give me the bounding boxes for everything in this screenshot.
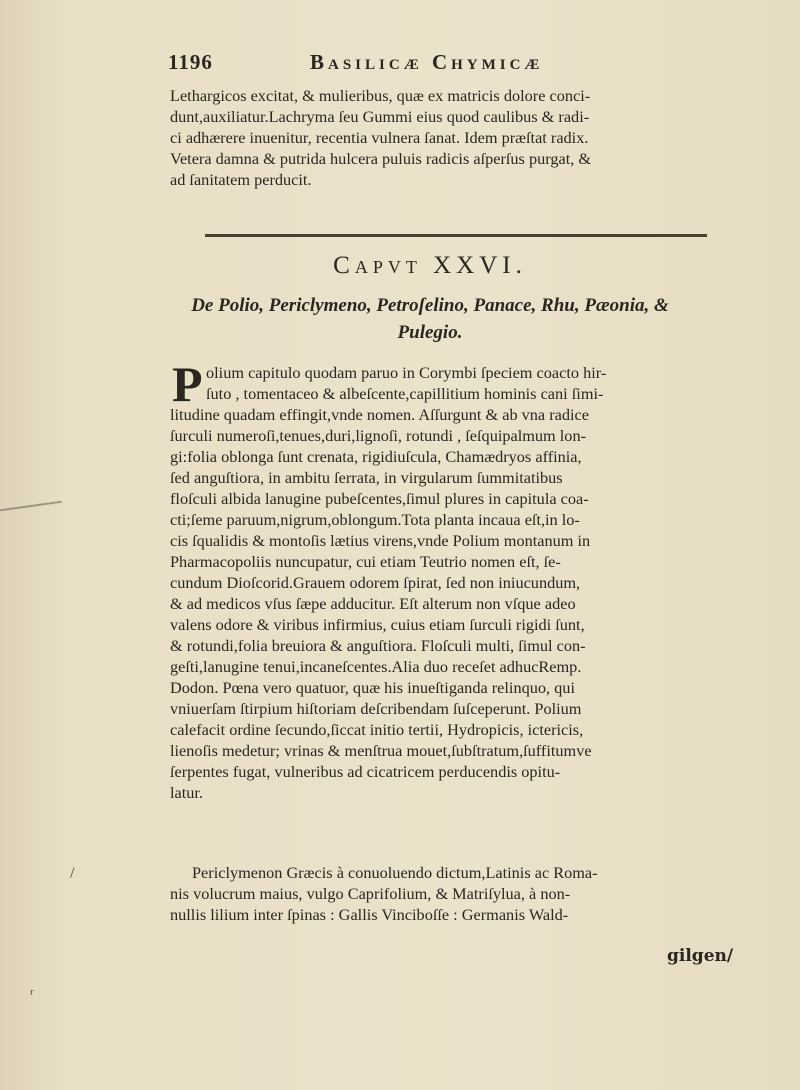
chapter-title: Capvt XXVI. bbox=[333, 252, 527, 279]
text-line: floſculi albida lanugine pubeſcentes,ſimul plures in capitula coa- bbox=[170, 489, 589, 508]
text-line: & rotundi,folia breuiora & anguſtiora. Floſculi multi, ſimul con- bbox=[170, 636, 586, 655]
section-divider bbox=[205, 234, 707, 237]
margin-ink-mark: / bbox=[70, 865, 75, 882]
running-head: Basilicæ Chymicæ bbox=[310, 50, 544, 74]
paragraph-polium bbox=[170, 356, 735, 803]
page-number: 1196 bbox=[168, 50, 213, 74]
text-line: Pharmacopoliis nuncupatur, cui etiam Teutrio nomen eſt, ſe- bbox=[170, 552, 561, 571]
text-line: olium capitulo quodam paruo in Corymbi ſpeciem coacto hir- bbox=[206, 363, 607, 382]
text-line: latur. bbox=[170, 783, 204, 802]
text-line: cis ſqualidis & montoſis lætius virens,vnde Polium montanum in bbox=[170, 531, 591, 550]
text-line: cti;ſeme paruum,nigrum,oblongum.Tota planta incaua eſt,in lo- bbox=[170, 510, 580, 529]
text-line: cundum Dioſcorid.Grauem odorem ſpirat, ſed non iniucundum, bbox=[170, 573, 581, 592]
text-line: ſurculi numeroſi,tenues,duri,lignoſi, rotundi , ſeſquipalmum lon- bbox=[170, 426, 587, 445]
text-line: Dodon. Pœna vero quatuor, quæ his inueſtiganda relinquo, qui bbox=[170, 678, 575, 697]
drop-cap-initial: P bbox=[172, 356, 203, 412]
text-line: valens odore & viribus infirmius, cuius etiam ſurculi rigidi ſunt, bbox=[170, 615, 585, 634]
text-line: ſuto , tomentaceo & albeſcente,capillitium hominis cani ſimi- bbox=[206, 384, 604, 403]
text-line: lienoſis medetur; vrinas & menſtrua mouet,ſubſtratum,ſuffitumve bbox=[170, 741, 592, 760]
text-line: & ad medicos vſus ſæpe adducitur. Eſt alterum non vſque adeo bbox=[170, 594, 576, 613]
paragraph-periclymenon bbox=[170, 862, 735, 925]
text-line: calefacit ordine ſecundo,ſiccat initio tertii, Hydropicis, ictericis, bbox=[170, 720, 584, 739]
intro-paragraph bbox=[170, 85, 735, 190]
page-header bbox=[168, 50, 728, 80]
margin-ink-mark bbox=[0, 501, 62, 512]
text-line: gi:folia oblonga ſunt crenata, rigidiuſcula, Chamædryos affinia, bbox=[170, 447, 582, 466]
text-line: nullis lilium inter ſpinas : Gallis Vinciboſſe : Germanis Wald- bbox=[170, 905, 569, 924]
text-line: vniuerſam ſtirpium hiſtoriam deſcribendam ſuſceperunt. Polium bbox=[170, 699, 582, 718]
text-line: geſti,lanugine tenui,incaneſcentes.Alia duo receſet adhucRemp. bbox=[170, 657, 582, 676]
text-line: litudine quadam effingit,vnde nomen. Aſſurgunt & ab vna radice bbox=[170, 405, 589, 424]
text-line: ad ſanitatem perducit. bbox=[170, 170, 312, 189]
chapter-subtitle bbox=[0, 292, 800, 346]
text-line: dunt,auxiliatur.Lachryma ſeu Gummi eius quod caulibus & radi- bbox=[170, 107, 590, 126]
chapter-subtitle-line: Pulegio. bbox=[397, 322, 463, 343]
text-line: ſed anguſtiora, in ambitu ſerrata, in virgularum ſummitatibus bbox=[170, 468, 563, 487]
text-line: ci adhærere inuenitur, recentia vulnera ſanat. Idem præſtat radix. bbox=[170, 128, 589, 147]
text-line: nis volucrum maius, vulgo Caprifolium, & Matriſylua, à non- bbox=[170, 884, 571, 903]
chapter-subtitle-line: De Polio, Periclymeno, Petroſelino, Panace, Rhu, Pæonia, & bbox=[191, 295, 669, 316]
text-line: Vetera damna & putrida hulcera puluis radicis aſperſus purgat, & bbox=[170, 149, 592, 168]
text-line: Periclymenon Græcis à conuoluendo dictum,Latinis ac Roma- bbox=[192, 863, 598, 882]
text-line: ſerpentes fugat, vulneribus ad cicatricem perducendis opitu- bbox=[170, 762, 561, 781]
text-line: Lethargicos excitat, & mulieribus, quæ ex matricis dolore conci- bbox=[170, 86, 591, 105]
catchword: gilgen/ bbox=[667, 946, 734, 966]
margin-ink-mark: ʳ bbox=[30, 986, 34, 1003]
